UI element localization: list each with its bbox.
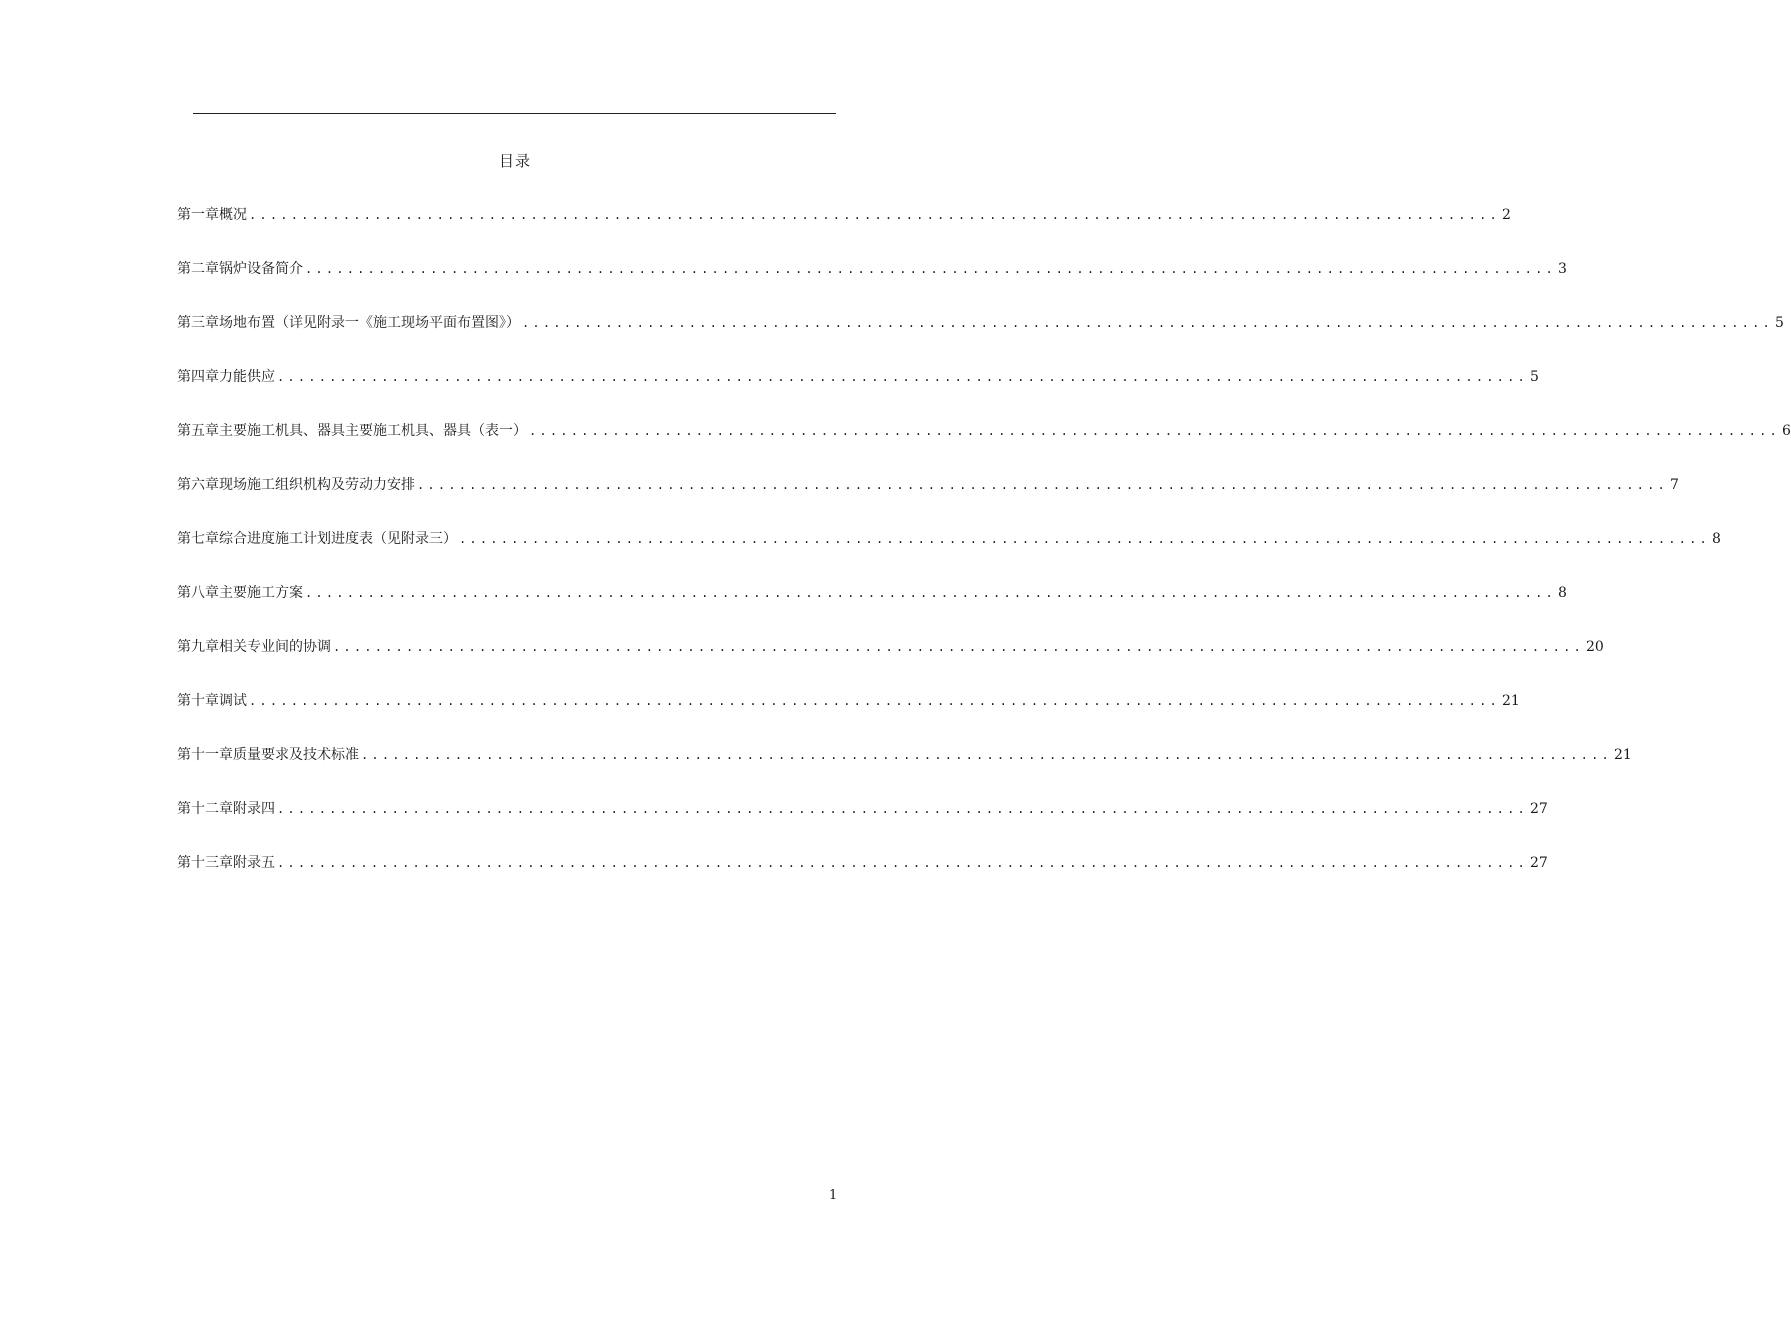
toc-dot-leader: ........................................................................................................................: [333, 640, 1584, 654]
toc-chapter-label: 第十章: [177, 693, 219, 709]
toc-page-number: 6: [1781, 423, 1791, 439]
toc-chapter-label: 第十一章: [177, 747, 233, 763]
toc-page-number: 2: [1501, 207, 1511, 223]
toc-entry[interactable]: [177, 258, 1567, 312]
toc-dot-leader: ........................................................................................................................: [277, 370, 1528, 384]
toc-dot-leader: ........................................................................................................................: [249, 694, 1500, 708]
toc-entry[interactable]: [177, 204, 1511, 258]
toc-chapter-label: 第九章: [177, 639, 219, 655]
toc-page-number: 8: [1711, 531, 1721, 547]
toc-chapter-label: 第八章: [177, 585, 219, 601]
toc-page-number: 20: [1585, 639, 1604, 655]
toc-chapter-label: 第五章: [177, 423, 219, 439]
toc-heading: 现场施工组织机构及劳动力安排: [219, 477, 415, 493]
toc-heading: 附录五: [233, 855, 275, 871]
toc-chapter-label: 第七章: [177, 531, 219, 547]
toc-page-number: 27: [1529, 801, 1548, 817]
toc-heading: 场地布置（详见附录一《施工现场平面布置图》）: [219, 315, 520, 331]
toc-heading: 相关专业间的协调: [219, 639, 331, 655]
toc-entry[interactable]: [177, 366, 1539, 420]
toc-entry[interactable]: [177, 312, 1784, 366]
toc-page-number: 27: [1529, 855, 1548, 871]
toc-heading: 质量要求及技术标准: [233, 747, 359, 763]
toc-dot-leader: ........................................................................................................................: [249, 208, 1500, 222]
toc-dot-leader: ........................................................................................................................: [305, 586, 1556, 600]
toc-heading: 主要施工方案: [219, 585, 303, 601]
toc-heading: 附录四: [233, 801, 275, 817]
toc-heading: 主要施工机具、器具主要施工机具、器具（表一）: [219, 423, 527, 439]
toc-entry[interactable]: [177, 690, 1520, 744]
toc-entry[interactable]: [177, 744, 1632, 798]
toc-chapter-label: 第十二章: [177, 801, 233, 817]
toc-entry[interactable]: [177, 582, 1567, 636]
toc-page-number: 5: [1529, 369, 1539, 385]
toc-page-number: 7: [1669, 477, 1679, 493]
toc-chapter-label: 第四章: [177, 369, 219, 385]
toc-chapter-label: 第十三章: [177, 855, 233, 871]
toc-dot-leader: ........................................................................................................................: [305, 262, 1556, 276]
table-of-contents: [177, 204, 1791, 906]
toc-page-number: 3: [1557, 261, 1567, 277]
toc-entry[interactable]: [177, 798, 1548, 852]
toc-entry[interactable]: [177, 852, 1548, 906]
toc-chapter-label: 第二章: [177, 261, 219, 277]
toc-dot-leader: ........................................................................................................................: [417, 478, 1668, 492]
toc-entry[interactable]: [177, 528, 1721, 582]
toc-entry[interactable]: [177, 636, 1604, 690]
toc-dot-leader: ........................................................................................................................: [277, 802, 1528, 816]
toc-chapter-label: 第一章: [177, 207, 219, 223]
toc-dot-leader: ........................................................................................................................: [529, 424, 1780, 438]
toc-heading: 调试: [219, 693, 247, 709]
toc-chapter-label: 第三章: [177, 315, 219, 331]
toc-page-number: 21: [1501, 693, 1520, 709]
header-rule: [193, 113, 836, 114]
toc-page-number: 21: [1613, 747, 1632, 763]
toc-dot-leader: ........................................................................................................................: [277, 856, 1528, 870]
toc-chapter-label: 第六章: [177, 477, 219, 493]
toc-dot-leader: ........................................................................................................................: [522, 316, 1773, 330]
page-title: 目录: [498, 152, 531, 170]
toc-page-number: 5: [1774, 315, 1784, 331]
toc-heading: 锅炉设备简介: [219, 261, 303, 277]
toc-heading: 概况: [219, 207, 247, 223]
toc-dot-leader: ........................................................................................................................: [361, 748, 1612, 762]
toc-dot-leader: ........................................................................................................................: [459, 532, 1710, 546]
page-number: 1: [829, 1188, 838, 1203]
toc-entry[interactable]: [177, 420, 1791, 474]
toc-page-number: 8: [1557, 585, 1567, 601]
toc-heading: 综合进度施工计划进度表（见附录三）: [219, 531, 457, 547]
toc-heading: 力能供应: [219, 369, 275, 385]
toc-entry[interactable]: [177, 474, 1679, 528]
